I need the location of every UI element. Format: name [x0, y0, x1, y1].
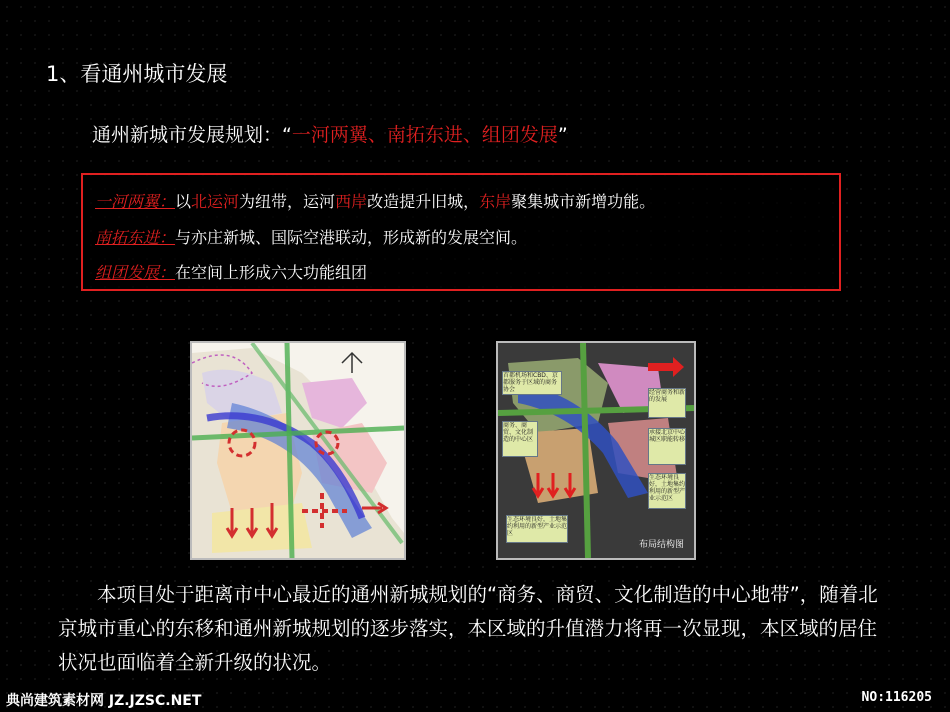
line1-text-c: 改造提升旧城，: [367, 192, 480, 211]
line2-text: 与亦庄新城、国际空港联动，形成新的发展空间。: [175, 228, 528, 247]
note-4: 承接北京中心城区职能转移: [648, 428, 686, 465]
label-nantuo: 南拓东进：: [95, 228, 176, 247]
plan-subtitle: [92, 120, 568, 147]
subtitle-prefix: 通州新城市发展规划：“: [92, 124, 292, 146]
summary-line-1: [95, 189, 655, 212]
subtitle-highlight: 一河两翼、南拓东进、组团发展: [291, 124, 558, 146]
subtitle-suffix: ”: [557, 124, 568, 146]
note-3: 经营商务和新的发展: [648, 388, 686, 418]
line1-highlight-a: 北运河: [191, 192, 240, 211]
planning-map-left-graphic: [192, 343, 404, 558]
line1-highlight-b: 西岸: [335, 192, 368, 211]
footer-number: NO:116205: [861, 690, 932, 705]
slide-heading: 1、看通州城市发展: [46, 62, 228, 86]
diagram-caption: 布局结构图: [638, 540, 684, 550]
line1-text-b: 为纽带，运河: [239, 192, 336, 211]
planning-summary-box: [81, 173, 841, 291]
summary-line-3: [95, 260, 367, 283]
summary-line-2: [95, 225, 527, 248]
line3-text: 在空间上形成六大功能组团: [175, 263, 368, 282]
note-2: 商务、商贸、文化制造的中心区: [502, 421, 538, 457]
label-yihe: 一河两翼：: [95, 192, 176, 211]
label-zutuan: 组团发展：: [95, 263, 176, 282]
footer-watermark: 典尚建筑素材网 JZ.JZSC.NET: [6, 693, 202, 709]
note-1: 首都机场和CBD、京都服务于区域的商务协会: [502, 371, 562, 395]
line1-text-a: 以: [175, 192, 192, 211]
body-paragraph: 本项目处于距离市中心最近的通州新城规划的“商务、商贸、文化制造的中心地带”，随着北京城市重心的东移和通州新城规划的逐步落实，本区域的升值潜力将再一次显现，本区域的居住状况也面临着全新升级的状况。: [58, 583, 878, 674]
structure-diagram-right: [496, 341, 696, 560]
note-5: 生态环境良好，土地集约利用的新型产业示范区: [648, 473, 686, 509]
note-6: 生态环境良好，土地集约利用的新型产业示范区: [506, 515, 568, 543]
planning-map-left: [190, 341, 406, 560]
line1-text-d: 聚集城市新增功能。: [511, 192, 656, 211]
line1-highlight-c: 东岸: [479, 192, 512, 211]
